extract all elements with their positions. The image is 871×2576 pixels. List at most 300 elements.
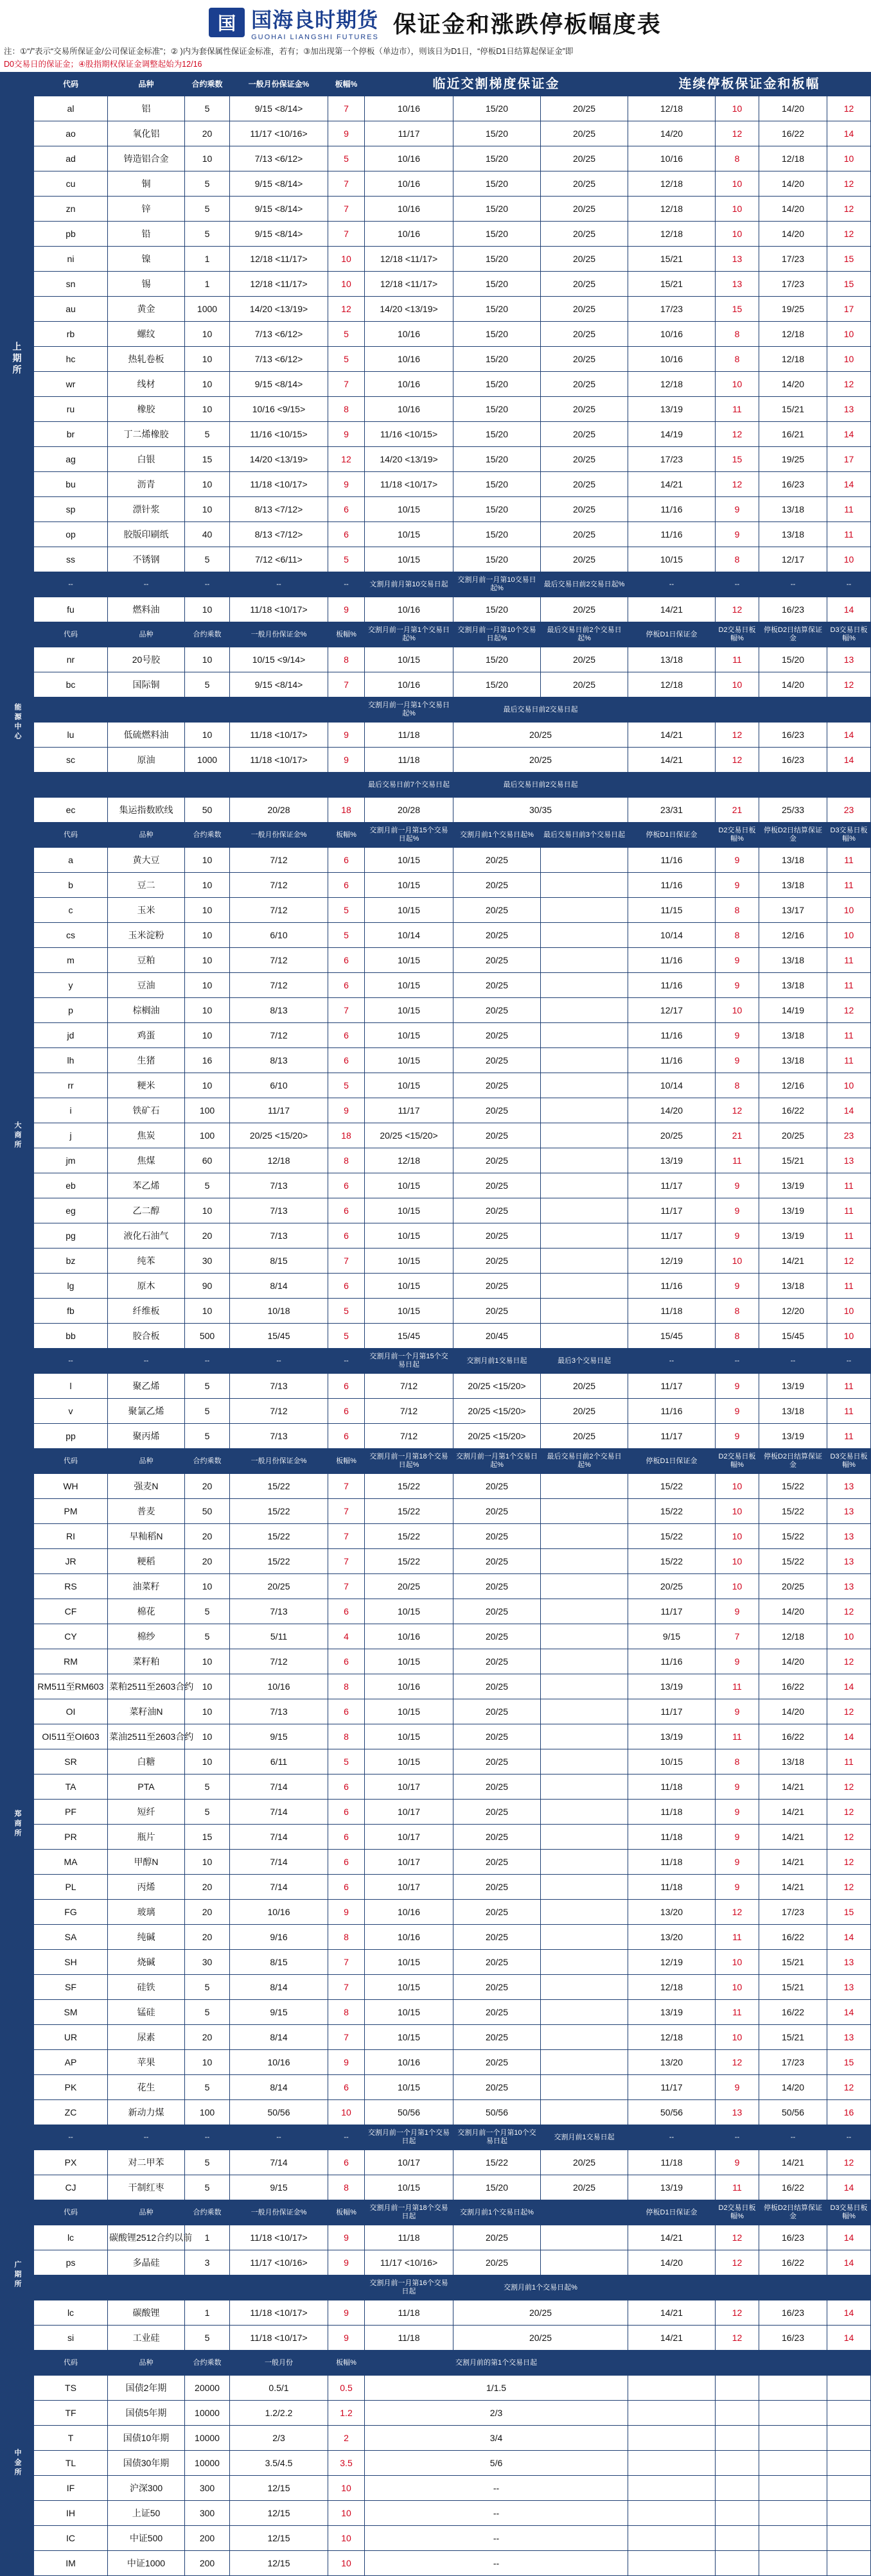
- d2-margin-cell: 16/21: [759, 422, 827, 447]
- exchange-label: 中金所: [1, 2351, 34, 2576]
- empty-cell: [827, 2501, 871, 2526]
- near3-cell: 20/25: [541, 2150, 628, 2175]
- near2-cell: 15/20: [453, 372, 541, 397]
- contract-row: [1, 898, 871, 923]
- near2-cell: 20/25: [453, 1749, 541, 1774]
- near2-cell: 15/20: [453, 222, 541, 247]
- d2-limit-cell: 12: [716, 2326, 759, 2351]
- contract-row: [1, 322, 871, 347]
- tier-header-cell: --: [328, 572, 365, 597]
- near2-cell: 20/25: [453, 1148, 541, 1173]
- contract-row: [1, 1825, 871, 1850]
- limit-cell: 6: [328, 1274, 365, 1299]
- d3-limit-cell: 12: [827, 96, 871, 121]
- d3-limit-cell: 13: [827, 1950, 871, 1975]
- column-header-cell: 品种: [108, 1449, 185, 1474]
- d2-margin-cell: 13/19: [759, 1424, 827, 1449]
- near2-cell: 15/20: [453, 472, 541, 497]
- limit-cell: 7: [328, 222, 365, 247]
- near2-cell: 20/25: [453, 2050, 541, 2075]
- name-cell: 乙二醇: [108, 1198, 185, 1223]
- near2-cell: 15/20: [453, 247, 541, 272]
- name-cell: 沥青: [108, 472, 185, 497]
- near2-cell: 15/20: [453, 171, 541, 197]
- contract-row: [1, 2075, 871, 2100]
- limit-cell: 5: [328, 1299, 365, 1324]
- tier-header-cell: [716, 773, 759, 798]
- d2-limit-cell: 8: [716, 1073, 759, 1098]
- contract-row: [1, 2300, 871, 2326]
- d2-limit-cell: 8: [716, 547, 759, 572]
- d3-limit-cell: 11: [827, 1749, 871, 1774]
- multiplier-cell: 5: [185, 1800, 230, 1825]
- limit-cell: 5: [328, 923, 365, 948]
- d1-margin-cell: 11/16: [628, 497, 716, 522]
- limit-cell: 5: [328, 347, 365, 372]
- general-margin-cell: 11/17: [230, 1098, 328, 1123]
- near3-cell: [541, 1324, 628, 1349]
- name-cell: 国债10年期: [108, 2426, 185, 2451]
- d3-limit-cell: 13: [827, 647, 871, 672]
- limit-cell: 6: [328, 1374, 365, 1399]
- multiplier-cell: 15: [185, 447, 230, 472]
- name-cell: 锌: [108, 197, 185, 222]
- general-margin-cell: 10/15 <9/14>: [230, 647, 328, 672]
- limit-cell: 5: [328, 898, 365, 923]
- d3-limit-cell: 14: [827, 2300, 871, 2326]
- d2-margin-cell: 13/19: [759, 1223, 827, 1249]
- limit-cell: 9: [328, 1098, 365, 1123]
- empty-cell: [759, 2426, 827, 2451]
- tier-header-cell: --: [328, 2125, 365, 2150]
- d2-margin-cell: 13/18: [759, 1274, 827, 1299]
- d1-margin-cell: 12/19: [628, 1950, 716, 1975]
- contract-row: [1, 1774, 871, 1800]
- d2-limit-cell: 9: [716, 1825, 759, 1850]
- d3-limit-cell: 12: [827, 1800, 871, 1825]
- multiplier-cell: 5: [185, 96, 230, 121]
- contract-row: [1, 1875, 871, 1900]
- code-cell: OI511至OI603: [34, 1724, 108, 1749]
- contract-row: [1, 222, 871, 247]
- near3-cell: [541, 1674, 628, 1699]
- multiplier-cell: 10: [185, 1299, 230, 1324]
- column-header-cell: 板幅%: [328, 2351, 365, 2376]
- empty-cell: [827, 2476, 871, 2501]
- empty-cell: [628, 2526, 716, 2551]
- near3-cell: 20/25: [541, 96, 628, 121]
- limit-cell: 6: [328, 2075, 365, 2100]
- d2-margin-cell: 13/18: [759, 873, 827, 898]
- near1-cell: 10/15: [365, 1699, 453, 1724]
- contract-row: [1, 1674, 871, 1699]
- near1-cell: 10/15: [365, 2000, 453, 2025]
- limit-cell: 5: [328, 1749, 365, 1774]
- multiplier-cell: 5: [185, 1975, 230, 2000]
- near3-cell: 20/25: [541, 672, 628, 697]
- column-header-cell: 交割月前一月第1个交易日起%: [453, 1449, 541, 1474]
- near1-cell: 10/16: [365, 372, 453, 397]
- d1-margin-cell: 12/18: [628, 672, 716, 697]
- column-header-cell: 代码: [34, 823, 108, 848]
- d2-margin-cell: 16/23: [759, 723, 827, 748]
- near2-cell: 15/20: [453, 272, 541, 297]
- column-header-cell: 交割月前一月第10个交易日起%: [453, 622, 541, 647]
- column-header-cell: 一般月份保证金%: [230, 823, 328, 848]
- general-margin-cell: 15/22: [230, 1524, 328, 1549]
- limit-cell: 8: [328, 2000, 365, 2025]
- contract-row: [1, 1474, 871, 1499]
- name-cell: 锰硅: [108, 2000, 185, 2025]
- d2-margin-cell: 14/21: [759, 1800, 827, 1825]
- code-cell: eb: [34, 1173, 108, 1198]
- near1-cell: 10/15: [365, 1249, 453, 1274]
- tier-header-cell: [328, 773, 365, 798]
- empty-cell: [827, 2376, 871, 2401]
- name-cell: 低硫燃料油: [108, 723, 185, 748]
- d1-margin-cell: 15/21: [628, 247, 716, 272]
- tier-header-cell: [34, 697, 108, 723]
- name-cell: 铁矿石: [108, 1098, 185, 1123]
- d3-limit-cell: 13: [827, 1524, 871, 1549]
- near1-cell: 10/15: [365, 998, 453, 1023]
- name-cell: 丙烯: [108, 1875, 185, 1900]
- d2-margin-cell: 14/20: [759, 372, 827, 397]
- d2-limit-cell: 8: [716, 322, 759, 347]
- near2-cell: 20/25 <15/20>: [453, 1424, 541, 1449]
- near3-cell: 20/25: [541, 1374, 628, 1399]
- contract-row: [1, 1900, 871, 1925]
- tier-header-cell: --: [716, 572, 759, 597]
- d1-margin-cell: 14/20: [628, 121, 716, 146]
- name-cell: 豆油: [108, 973, 185, 998]
- limit-cell: 8: [328, 1925, 365, 1950]
- code-cell: WH: [34, 1474, 108, 1499]
- name-cell: 菜油2511至2603合约: [108, 1724, 185, 1749]
- name-cell: 棉纱: [108, 1624, 185, 1649]
- name-cell: 不锈钢: [108, 547, 185, 572]
- d1-margin-cell: 12/18: [628, 197, 716, 222]
- d1-margin-cell: 17/23: [628, 447, 716, 472]
- d1-margin-cell: 11/17: [628, 1374, 716, 1399]
- code-cell: RM: [34, 1649, 108, 1674]
- d2-margin-cell: 20/25: [759, 1123, 827, 1148]
- page-title: 保证金和涨跌停板幅度表: [392, 10, 662, 37]
- column-header-cell: 一般月份保证金%: [230, 1449, 328, 1474]
- multiplier-cell: 10: [185, 1649, 230, 1674]
- tier-header-cell: 交割月前一月第10交易日起%: [453, 572, 541, 597]
- code-cell: UR: [34, 2025, 108, 2050]
- contract-row: [1, 923, 871, 948]
- code-cell: rr: [34, 1073, 108, 1098]
- name-cell: 镍: [108, 247, 185, 272]
- code-cell: SR: [34, 1749, 108, 1774]
- limit-cell: 6: [328, 873, 365, 898]
- general-margin-cell: 7/12: [230, 873, 328, 898]
- limit-cell: 10: [328, 247, 365, 272]
- code-cell: MA: [34, 1850, 108, 1875]
- general-margin-cell: 0.5/1: [230, 2376, 328, 2401]
- near2-cell: 15/20: [453, 447, 541, 472]
- d1-margin-cell: 10/14: [628, 1073, 716, 1098]
- multiplier-cell: 10000: [185, 2451, 230, 2476]
- name-cell: 纯碱: [108, 1925, 185, 1950]
- tier-header-cell: 交割月前一个月第1个交易日起: [365, 2125, 453, 2150]
- d1-margin-cell: 10/15: [628, 1749, 716, 1774]
- exchange-header-row: [1, 2351, 871, 2376]
- general-margin-cell: 50/56: [230, 2100, 328, 2125]
- near2-cell: 20/25 <15/20>: [453, 1374, 541, 1399]
- code-cell: sp: [34, 497, 108, 522]
- near3-cell: [541, 1850, 628, 1875]
- d1-margin-cell: 12/18: [628, 222, 716, 247]
- tier-header-cell: [827, 697, 871, 723]
- d1-margin-cell: 14/21: [628, 2300, 716, 2326]
- name-cell: 碳酸锂: [108, 2300, 185, 2326]
- name-cell: 玻璃: [108, 1900, 185, 1925]
- near2-cell: 20/25: [453, 1950, 541, 1975]
- limit-cell: 3.5: [328, 2451, 365, 2476]
- contract-row: [1, 397, 871, 422]
- d2-limit-cell: 13: [716, 2100, 759, 2125]
- code-cell: ao: [34, 121, 108, 146]
- d3-limit-cell: 15: [827, 272, 871, 297]
- contract-row: [1, 1724, 871, 1749]
- near1-cell: 10/15: [365, 1975, 453, 2000]
- d2-margin-cell: 17/23: [759, 1900, 827, 1925]
- near3-cell: 20/25: [541, 2175, 628, 2200]
- general-margin-cell: 3.5/4.5: [230, 2451, 328, 2476]
- d3-limit-cell: 10: [827, 898, 871, 923]
- tier-header-cell: [230, 773, 328, 798]
- d2-margin-cell: 15/21: [759, 1950, 827, 1975]
- near3-cell: [541, 1274, 628, 1299]
- general-margin-cell: 10/16: [230, 1900, 328, 1925]
- multiplier-cell: 5: [185, 2175, 230, 2200]
- name-cell: 沪深300: [108, 2476, 185, 2501]
- d1-margin-cell: 12/18: [628, 1975, 716, 2000]
- tier-header-cell: [230, 2275, 328, 2300]
- contract-row: [1, 848, 871, 873]
- d1-margin-cell: 13/19: [628, 397, 716, 422]
- d2-limit-cell: 11: [716, 397, 759, 422]
- d3-limit-cell: 11: [827, 1399, 871, 1424]
- general-margin-cell: 11/18 <10/17>: [230, 597, 328, 622]
- d2-margin-cell: 12/20: [759, 1299, 827, 1324]
- near1-cell: 7/12: [365, 1374, 453, 1399]
- tier-header-cell: [716, 697, 759, 723]
- tier-header-cell: 最后3个交易日起: [541, 1349, 628, 1374]
- d1-margin-cell: 13/18: [628, 647, 716, 672]
- contract-row: [1, 2451, 871, 2476]
- tier-header-cell: [759, 773, 827, 798]
- tier-header-cell: [628, 2275, 716, 2300]
- d2-margin-cell: 13/18: [759, 1749, 827, 1774]
- d3-limit-cell: 14: [827, 472, 871, 497]
- general-margin-cell: 12/18 <11/17>: [230, 272, 328, 297]
- empty-cell: [716, 2401, 759, 2426]
- near2-cell: 20/25: [453, 898, 541, 923]
- contract-row: [1, 171, 871, 197]
- contract-row: [1, 1023, 871, 1048]
- near3-cell: [541, 2025, 628, 2050]
- d2-margin-cell: 12/16: [759, 1073, 827, 1098]
- near3-cell: [541, 1800, 628, 1825]
- multiplier-cell: 10: [185, 848, 230, 873]
- d1-margin-cell: 9/15: [628, 1624, 716, 1649]
- tier-header-cell: --: [328, 1349, 365, 1374]
- near-delivery-cell: 5/6: [365, 2451, 628, 2476]
- general-margin-cell: 8/13: [230, 998, 328, 1023]
- code-cell: j: [34, 1123, 108, 1148]
- near3-cell: [541, 873, 628, 898]
- tier-header-cell: [827, 2275, 871, 2300]
- multiplier-cell: 300: [185, 2501, 230, 2526]
- limit-cell: 9: [328, 2326, 365, 2351]
- multiplier-cell: 10: [185, 146, 230, 171]
- d2-limit-cell: 8: [716, 1299, 759, 1324]
- code-cell: PX: [34, 2150, 108, 2175]
- near2-cell: 20/25: [453, 873, 541, 898]
- contract-row: [1, 2150, 871, 2175]
- general-margin-cell: 7/12: [230, 948, 328, 973]
- empty-cell: [827, 2526, 871, 2551]
- general-margin-cell: 7/14: [230, 1850, 328, 1875]
- limit-cell: 7: [328, 672, 365, 697]
- d2-limit-cell: 10: [716, 171, 759, 197]
- limit-cell: 18: [328, 798, 365, 823]
- near3-cell: [541, 1950, 628, 1975]
- table-footnote: [0, 45, 870, 72]
- multiplier-cell: 200: [185, 2551, 230, 2576]
- code-cell: JR: [34, 1549, 108, 1574]
- code-cell: wr: [34, 372, 108, 397]
- name-cell: 玉米淀粉: [108, 923, 185, 948]
- near1-cell: 11/18: [365, 723, 453, 748]
- near1-cell: 10/16: [365, 347, 453, 372]
- d1-margin-cell: 11/17: [628, 1198, 716, 1223]
- d2-limit-cell: 10: [716, 197, 759, 222]
- near1-cell: 11/18: [365, 2300, 453, 2326]
- near3-cell: 20/25: [541, 197, 628, 222]
- tier-header-cell: --: [827, 1349, 871, 1374]
- name-cell: 新动力煤: [108, 2100, 185, 2125]
- near1-cell: 14/20 <13/19>: [365, 447, 453, 472]
- name-cell: 中证1000: [108, 2551, 185, 2576]
- near3-cell: [541, 1825, 628, 1850]
- name-cell: 热轧卷板: [108, 347, 185, 372]
- general-margin-cell: 20/28: [230, 798, 328, 823]
- near3-cell: [541, 948, 628, 973]
- limit-cell: 6: [328, 1800, 365, 1825]
- empty-cell: [628, 2451, 716, 2476]
- contract-row: [1, 247, 871, 272]
- d2-limit-cell: 10: [716, 1574, 759, 1599]
- tier-header-right: 最后交易日前2交易日起: [453, 773, 628, 798]
- code-cell: OI: [34, 1699, 108, 1724]
- name-cell: 线材: [108, 372, 185, 397]
- d2-margin-cell: 15/22: [759, 1524, 827, 1549]
- column-header-cell: D2交易日板幅%: [716, 2200, 759, 2225]
- d2-limit-cell: 10: [716, 222, 759, 247]
- d2-margin-cell: 12/18: [759, 322, 827, 347]
- tier-header-cell: --: [34, 572, 108, 597]
- d2-margin-cell: 15/22: [759, 1474, 827, 1499]
- d3-limit-cell: 14: [827, 2225, 871, 2250]
- near1-cell: 10/17: [365, 1774, 453, 1800]
- d1-margin-cell: 10/15: [628, 547, 716, 572]
- general-margin-cell: 9/15 <8/14>: [230, 197, 328, 222]
- d1-margin-cell: 11/18: [628, 1875, 716, 1900]
- limit-cell: 7: [328, 998, 365, 1023]
- d2-limit-cell: 10: [716, 372, 759, 397]
- multiplier-cell: 10: [185, 497, 230, 522]
- near1-cell: 11/18: [365, 2326, 453, 2351]
- header-corner-cell: [1, 73, 34, 96]
- column-header-cell: 一般月份保证金%: [230, 2200, 328, 2225]
- tier-header-cell: --: [108, 1349, 185, 1374]
- contract-row: [1, 647, 871, 672]
- near1-cell: 11/17: [365, 1098, 453, 1123]
- d1-margin-cell: 12/18: [628, 372, 716, 397]
- code-cell: PL: [34, 1875, 108, 1900]
- contract-row: [1, 1249, 871, 1274]
- limit-cell: 6: [328, 1223, 365, 1249]
- contract-row: [1, 2225, 871, 2250]
- empty-cell: [716, 2476, 759, 2501]
- near1-cell: 10/17: [365, 1875, 453, 1900]
- near3-cell: [541, 1875, 628, 1900]
- near1-cell: 10/15: [365, 497, 453, 522]
- contract-row: [1, 1749, 871, 1774]
- near1-cell: 10/15: [365, 1023, 453, 1048]
- d1-margin-cell: 11/18: [628, 1800, 716, 1825]
- code-cell: PM: [34, 1499, 108, 1524]
- d2-limit-cell: 12: [716, 121, 759, 146]
- column-header-cell: 最后交易日前2个交易日起%: [541, 622, 628, 647]
- near2-cell: 20/25: [453, 1800, 541, 1825]
- column-header-cell: [628, 2351, 716, 2376]
- limit-cell: 5: [328, 547, 365, 572]
- footnote-line-2: D0交易日的保证金；④股指期权保证金调整起始为12/16: [4, 60, 202, 69]
- near1-cell: 20/25: [365, 1574, 453, 1599]
- column-header-cell: 交割月前一月第15个交易日起%: [365, 823, 453, 848]
- tier-header-cell: 交割月前1交易日起: [541, 2125, 628, 2150]
- multiplier-cell: 5: [185, 422, 230, 447]
- multiplier-cell: 10: [185, 948, 230, 973]
- d1-margin-cell: 12/19: [628, 1249, 716, 1274]
- limit-cell: 7: [328, 96, 365, 121]
- near3-cell: 20/25: [541, 522, 628, 547]
- general-margin-cell: 7/12: [230, 848, 328, 873]
- empty-cell: [716, 2551, 759, 2576]
- empty-cell: [827, 2451, 871, 2476]
- general-margin-cell: 7/14: [230, 1825, 328, 1850]
- limit-cell: 9: [328, 748, 365, 773]
- general-margin-cell: 12/15: [230, 2476, 328, 2501]
- name-cell: 中证500: [108, 2526, 185, 2551]
- near2-cell: 15/20: [453, 322, 541, 347]
- general-margin-cell: 7/13 <6/12>: [230, 146, 328, 171]
- column-header-cell: 品种: [108, 2200, 185, 2225]
- name-cell: 燃料油: [108, 597, 185, 622]
- code-cell: PF: [34, 1800, 108, 1825]
- d3-limit-cell: 12: [827, 222, 871, 247]
- tier-header-cell: --: [759, 1349, 827, 1374]
- d1-margin-cell: 13/19: [628, 1674, 716, 1699]
- d3-limit-cell: 15: [827, 1900, 871, 1925]
- tier-header-cell: [328, 697, 365, 723]
